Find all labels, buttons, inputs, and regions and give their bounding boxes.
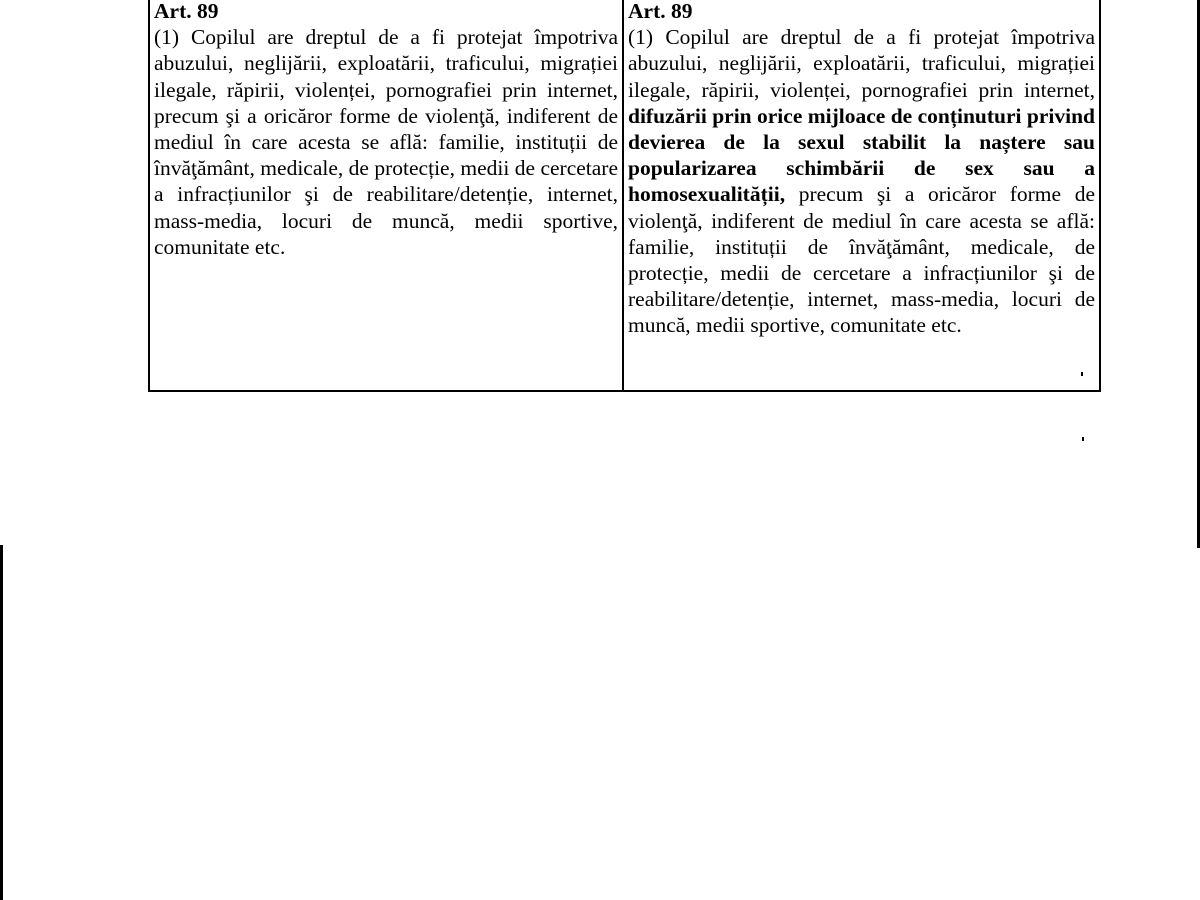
right-column-cell (623, 0, 1100, 391)
right-text-after: precum şi a oricăror forme de violenţă, indiferent de mediul în care acesta se află: familie, instituții de învăţământ, medicale, de protecție, medii de cercetare a infracțiunilor şi de reabilitare/detenție, internet, mass-media, locuri de muncă, medii sportive, comunitate etc. (628, 182, 1095, 338)
left-column-cell (149, 0, 623, 391)
scan-speck (1081, 372, 1083, 376)
right-article-paragraph (628, 24, 1095, 338)
right-text-before: (1) Copilul are dreptul de a fi protejat împotriva abuzului, neglijării, exploatării, traficului, migrației ilegale, răpirii, violenței, pornografiei prin internet, (628, 25, 1095, 102)
right-article-heading: Art. 89 (628, 0, 693, 23)
scan-speck (1082, 437, 1084, 441)
left-article-text: (1) Copilul are dreptul de a fi protejat împotriva abuzului, neglijării, exploatării, traficului, migrației ilegale, răpirii, violenței, pornografiei prin internet, precum şi a oricăror forme de violenţă, indiferent de mediul în care acesta se află: familie, instituții de învăţământ, medicale, de protecție, medii de cercetare a infracțiunilor şi de reabilitare/detenție, internet, mass-media, locuri de muncă, medii sportive, comunitate etc. (154, 25, 618, 259)
left-article-heading: Art. 89 (154, 0, 219, 23)
table-row (149, 0, 1100, 391)
right-text-bold-insert: difuzării prin orice mijloace de conținuturi privind devierea de la sexul stabilit la naștere sau popularizarea schimbării de sex sau a homosexualității, (628, 103, 1096, 207)
comparison-table (148, 0, 1101, 392)
scan-edge-left (0, 545, 3, 900)
